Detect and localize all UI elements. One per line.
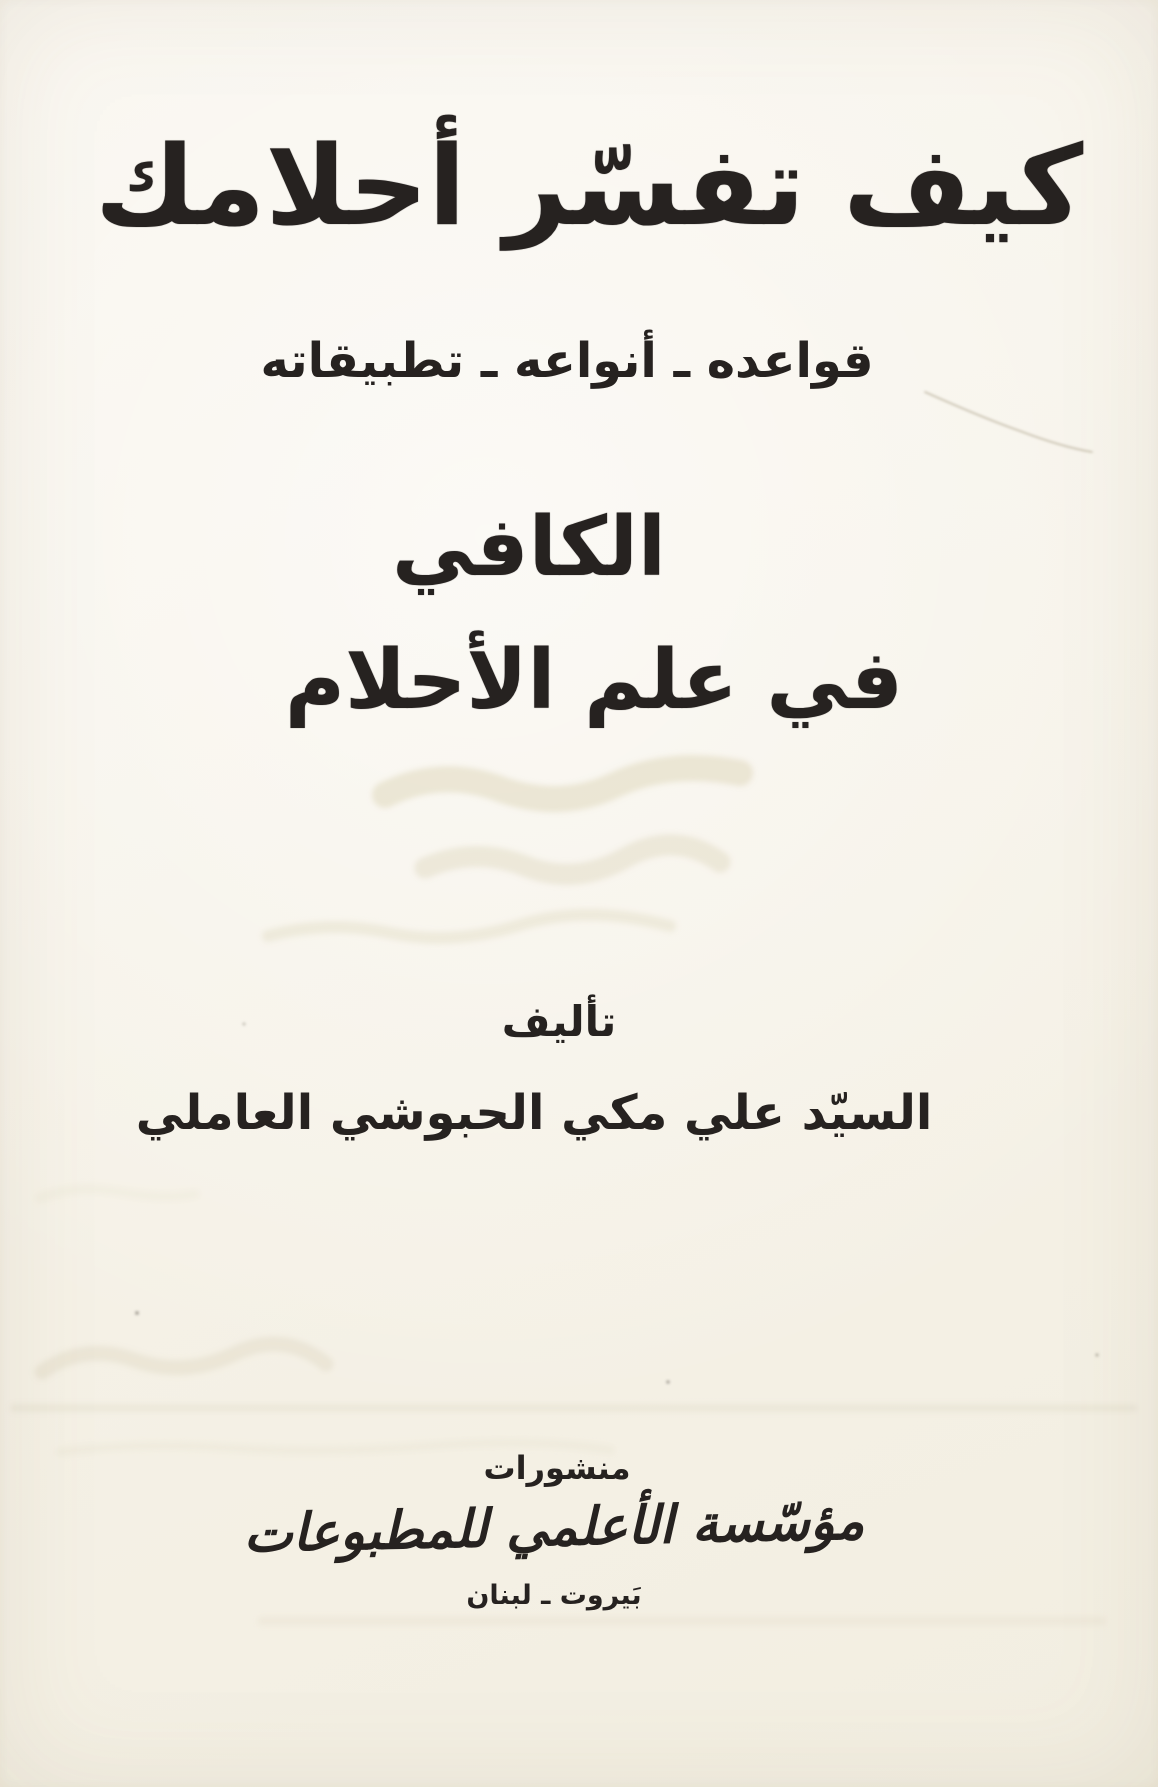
ghost-text-row-2	[425, 845, 720, 874]
publications-label: منشورات	[483, 1449, 631, 1487]
ghost-mark-left	[42, 1344, 326, 1372]
work-title-line1: الكافي	[391, 500, 667, 595]
speck-1	[135, 1311, 139, 1315]
paper-crease	[925, 392, 1092, 452]
publisher-location: بَيروت ـ لبنان	[466, 1580, 642, 1611]
ghost-text-row-1	[385, 768, 740, 799]
ghost-mark-footer	[40, 1189, 195, 1198]
ghost-text-row-3	[268, 915, 670, 938]
main-title: كيف تفسّر أحلامك	[94, 122, 1084, 250]
byline-label: تأليف	[501, 997, 617, 1046]
speck-3	[1095, 1353, 1098, 1356]
speck-2	[666, 1380, 670, 1384]
subtitle: قواعده ـ أنواعه ـ تطبيقاته	[260, 333, 874, 389]
work-title-line2: في علم الأحلام	[284, 633, 904, 728]
publisher-name: مؤسّسة الأعلمي للمطبوعات	[243, 1491, 865, 1565]
author-name: السيّد علي مكي الحبوشي العاملي	[135, 1085, 933, 1141]
